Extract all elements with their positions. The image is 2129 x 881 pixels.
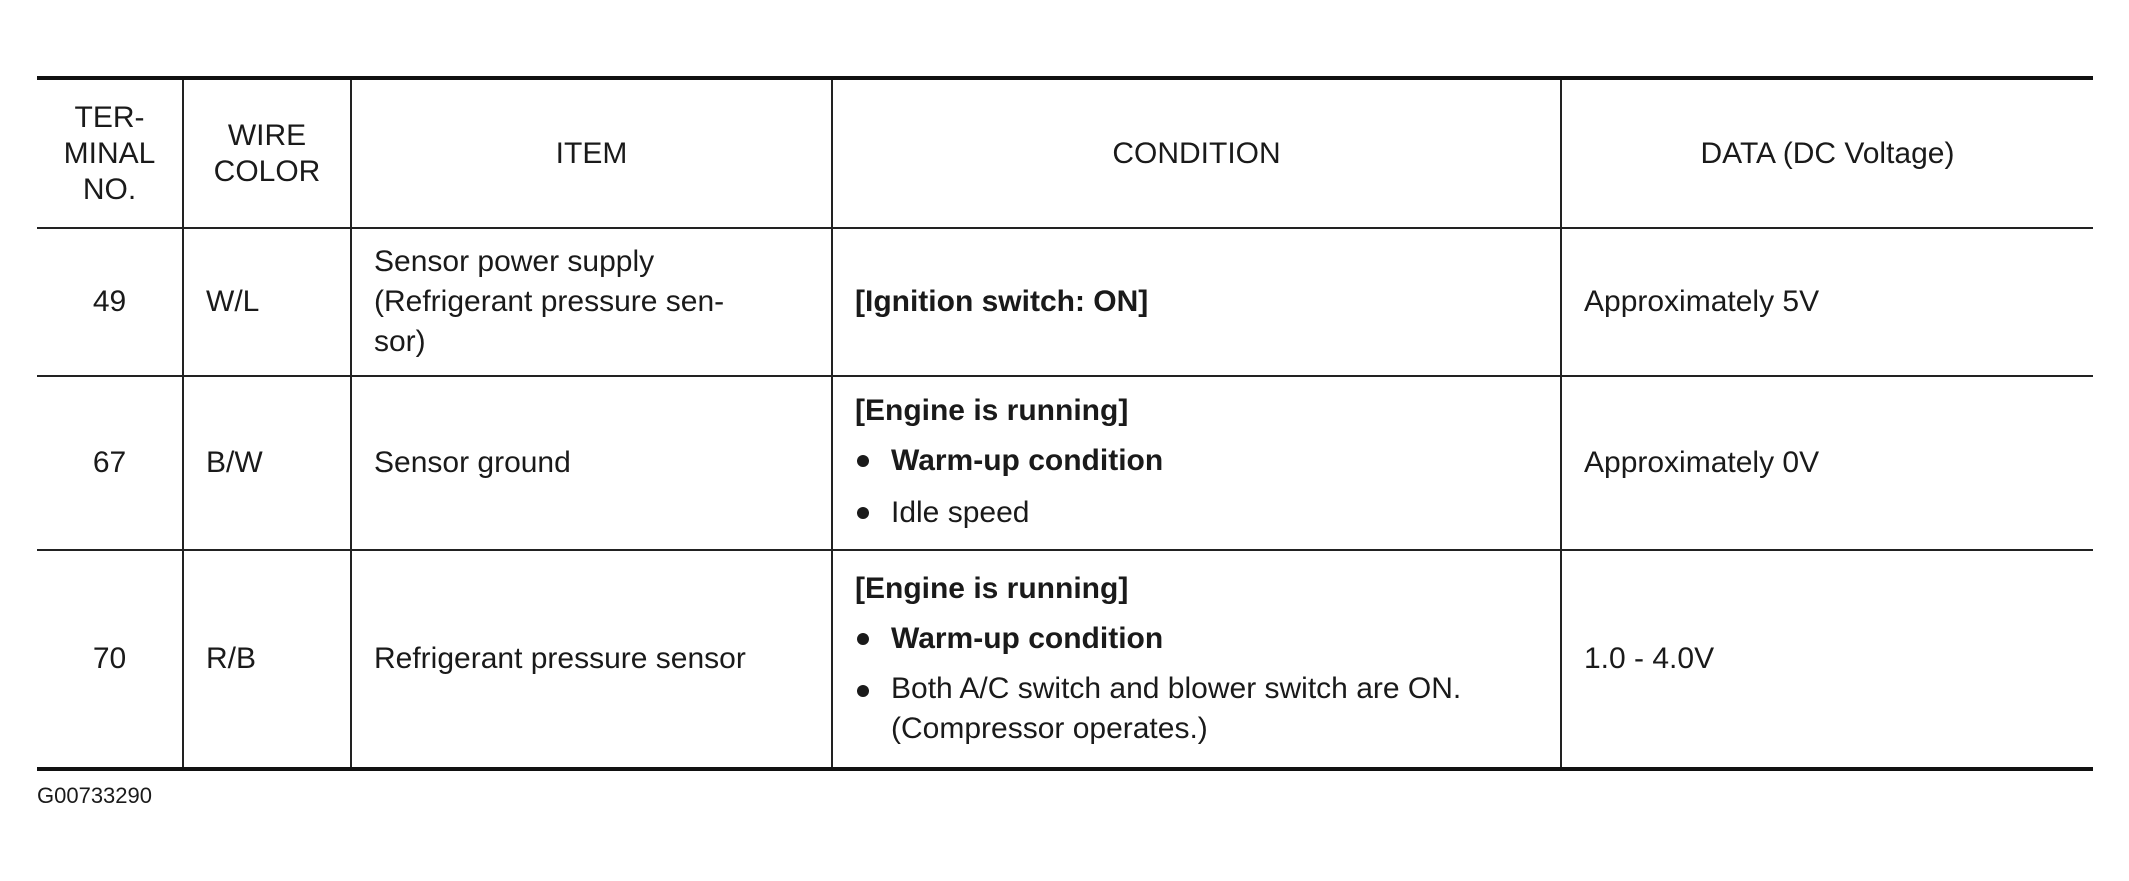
header-terminal-line-2: MINAL [63,136,156,170]
condition-heading: [Ignition switch: ON] [855,285,1149,318]
condition-bullet [855,491,1538,535]
terminal-data-table [37,76,2093,771]
wire-color-cell: W/L [183,228,351,376]
condition-bullet [855,617,1538,661]
condition-bullet [855,669,1538,749]
item-cell [351,550,832,769]
figure-id-label: G00733290 [37,783,152,808]
condition-bullet-text: Both A/C switch and blower switch are ON. [891,672,1462,705]
data-voltage-cell: Approximately 0V [1561,376,2093,550]
condition-heading: [Engine is running] [855,394,1129,427]
item-text-line: Sensor power supply [374,245,655,278]
header-wire-color [183,78,351,228]
table-row [37,550,2093,769]
item-text-line: Refrigerant pressure sensor [374,642,746,675]
condition-cell [832,550,1561,769]
bullet-dot-icon [857,507,869,519]
terminal-data-table-container [37,76,2093,771]
header-wire-line-1: WIRE [227,118,307,152]
bullet-dot-icon [857,455,869,467]
header-terminal-no [37,78,183,228]
header-terminal-line-3: NO. [82,172,137,206]
condition-bullet-text: Idle speed [891,496,1030,529]
header-condition: CONDITION [832,78,1561,228]
header-data: DATA (DC Voltage) [1561,78,2093,228]
condition-cell [832,228,1561,376]
condition-heading: [Engine is running] [855,572,1129,605]
terminal-number-cell: 67 [37,376,183,550]
condition-bullet-text: Warm-up condition [891,444,1164,477]
data-voltage-cell: Approximately 5V [1561,228,2093,376]
condition-bullet-text-group [891,669,1461,749]
bullet-dot-icon [857,633,869,645]
table-row [37,228,2093,376]
terminal-number-cell: 49 [37,228,183,376]
terminal-number-cell: 70 [37,550,183,769]
condition-bullet-text: (Compressor operates.) [891,712,1208,745]
condition-bullet-text: Warm-up condition [891,622,1164,655]
condition-bullet [855,439,1538,483]
header-item: ITEM [351,78,832,228]
table-header-row [37,78,2093,228]
item-cell [351,376,832,550]
table-row [37,376,2093,550]
condition-cell [832,376,1561,550]
bullet-dot-icon [857,685,869,697]
wire-color-cell: R/B [183,550,351,769]
header-wire-line-2: COLOR [213,154,321,188]
header-terminal-line-1: TER- [74,100,145,134]
wire-color-cell: B/W [183,376,351,550]
item-text-line: Sensor ground [374,446,571,479]
item-cell [351,228,832,376]
item-text-line: (Refrigerant pressure sen- [374,285,725,318]
data-voltage-cell: 1.0 - 4.0V [1561,550,2093,769]
item-text-line: sor) [374,325,426,358]
